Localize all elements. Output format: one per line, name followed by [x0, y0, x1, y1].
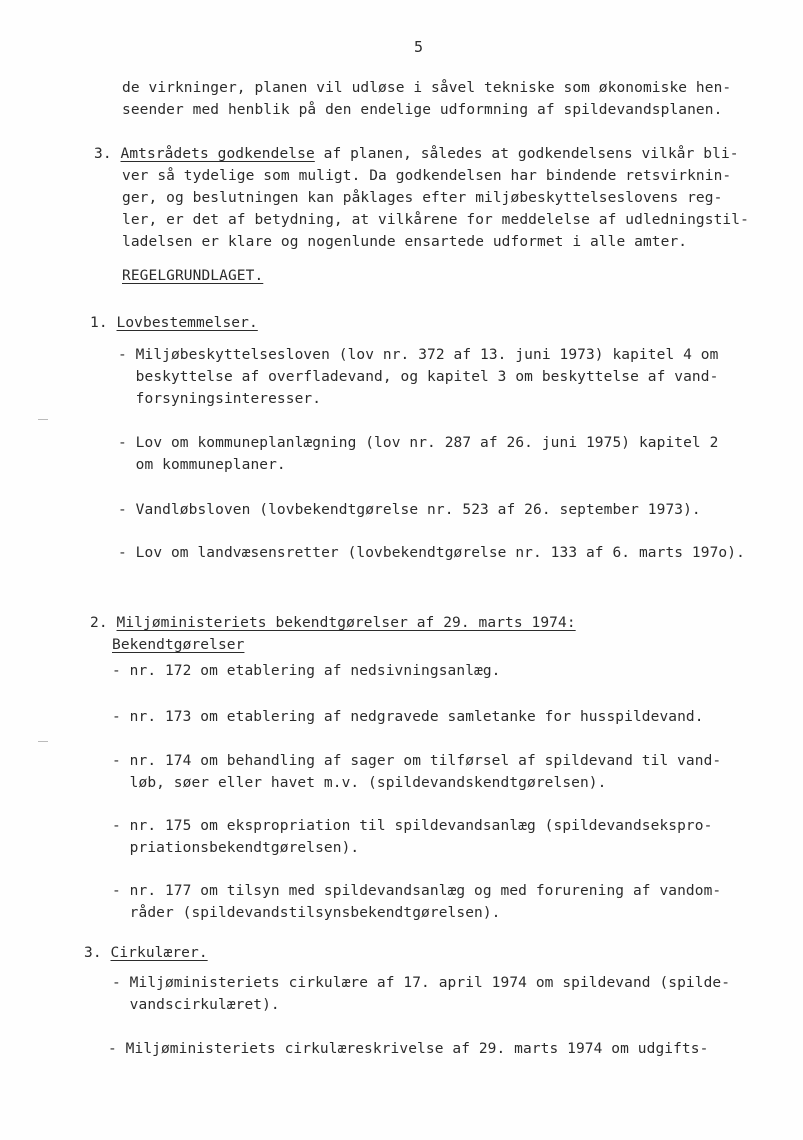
s3-item-line: - Miljøministeriets cirkulære af 17. april 1974 om spildevand (spilde-	[112, 975, 731, 991]
s1-heading: Lovbestemmelser.	[116, 315, 258, 331]
s1-item-line: - Miljøbeskyttelsesloven (lov nr. 372 af 13. juni 1973) kapitel 4 om	[118, 347, 719, 363]
s3-heading: Cirkulærer.	[110, 945, 208, 961]
intro-line: seender med henblik på den endelige udformning af spildevandsplanen.	[122, 102, 723, 118]
s2-heading-line	[90, 614, 576, 632]
s1-heading-line	[90, 314, 258, 332]
s1-item-line: - Vandløbsloven (lovbekendtgørelse nr. 523 af 26. september 1973).	[118, 502, 701, 518]
item3-line: ver så tydelige som muligt. Da godkendelsen har bindende retsvirknin-	[122, 168, 732, 184]
s2-number: 2.	[90, 615, 108, 631]
s2-item-line: - nr. 173 om etablering af nedgravede samletanke for husspildevand.	[112, 709, 704, 725]
s2-item-line: - nr. 175 om ekspropriation til spildevandsanlæg (spildevandsekspro-	[112, 818, 713, 834]
s2-item-line: - nr. 174 om behandling af sager om tilførsel af spildevand til vand-	[112, 753, 722, 769]
s3-item-line: - Miljøministeriets cirkulæreskrivelse af 29. marts 1974 om udgifts-	[108, 1041, 709, 1057]
item3-heading: Amtsrådets godkendelse	[120, 146, 315, 162]
s1-item-line: forsyningsinteresser.	[118, 391, 322, 407]
item3-line: ladelsen er klare og nogenlunde ensartede udformet i alle amter.	[122, 234, 688, 250]
s1-item-line: beskyttelse af overfladevand, og kapitel 3 om beskyttelse af vand-	[118, 369, 719, 385]
intro-line: de virkninger, planen vil udløse i såvel tekniske som økonomiske hen-	[122, 80, 732, 96]
s1-number: 1.	[90, 315, 108, 331]
s2-item-line: løb, søer eller havet m.v. (spildevandskendtgørelsen).	[112, 775, 607, 791]
item3-first-line	[94, 145, 739, 163]
s2-item-line: - nr. 177 om tilsyn med spildevandsanlæg og med forurening af vandom-	[112, 883, 722, 899]
s1-item-line: - Lov om landvæsensretter (lovbekendtgørelse nr. 133 af 6. marts 197o).	[118, 545, 745, 561]
item3-first-rest: af planen, således at godkendelsens vilkår bli-	[314, 146, 739, 162]
margin-mark	[38, 419, 48, 420]
s2-subheading: Bekendtgørelser	[112, 637, 245, 653]
item3-number: 3.	[94, 146, 112, 162]
s1-item-line: - Lov om kommuneplanlægning (lov nr. 287 af 26. juni 1975) kapitel 2	[118, 435, 719, 451]
s1-item-line: om kommuneplaner.	[118, 457, 286, 473]
margin-mark	[38, 741, 48, 742]
s3-heading-line	[84, 944, 208, 962]
item3-line: ger, og beslutningen kan påklages efter miljøbeskyttelseslovens reg-	[122, 190, 723, 206]
s3-number: 3.	[84, 945, 102, 961]
section-heading: REGELGRUNDLAGET.	[122, 268, 264, 284]
item3-line: ler, er det af betydning, at vilkårene for meddelelse af udledningstil-	[122, 212, 749, 228]
page-number: 5	[414, 38, 424, 56]
s2-item-line: priationsbekendtgørelsen).	[112, 840, 360, 856]
s2-item-line: - nr. 172 om etablering af nedsivningsanlæg.	[112, 663, 501, 679]
s3-item-line: vandscirkulæret).	[112, 997, 280, 1013]
s2-heading: Miljøministeriets bekendtgørelser af 29. marts 1974:	[116, 615, 576, 631]
s2-item-line: råder (spildevandstilsynsbekendtgørelsen).	[112, 905, 501, 921]
